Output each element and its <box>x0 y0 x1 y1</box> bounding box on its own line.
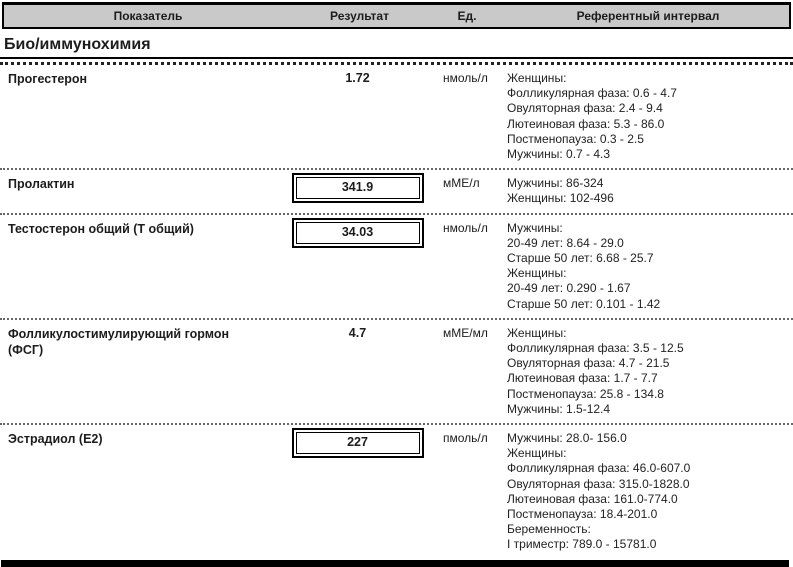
reference-line: Лютеиновая фаза: 5.3 - 86.0 <box>507 116 665 131</box>
unit-label: пмоль/л <box>443 431 488 446</box>
unit-label: мМЕ/л <box>443 176 480 191</box>
result-cell <box>290 429 425 458</box>
reference-line: Лютеиновая фаза: 161.0-774.0 <box>507 491 678 506</box>
column-header-indicator: Показатель <box>113 9 183 23</box>
result-value: 1.72 <box>345 71 370 85</box>
unit-label: мМЕ/мл <box>443 325 488 340</box>
result-box <box>292 428 424 458</box>
table-body <box>0 65 793 559</box>
result-value: 4.7 <box>348 325 367 340</box>
result-cell <box>290 219 425 248</box>
reference-line: Женщины: 102-496 <box>507 191 614 206</box>
unit-label: нмоль/л <box>443 71 488 85</box>
reference-line: Мужчины: 0.7 - 4.3 <box>507 147 611 162</box>
result-box <box>292 324 424 341</box>
reference-interval <box>505 69 793 162</box>
reference-line: Постменопауза: 0.3 - 2.5 <box>507 131 644 146</box>
reference-line: 20-49 лет: 0.290 - 1.67 <box>507 281 631 296</box>
table-row <box>0 318 793 423</box>
column-header-result: Результат <box>330 9 389 23</box>
reference-line: Женщины: <box>507 325 567 340</box>
reference-line: Женщины: <box>507 266 567 281</box>
table-row <box>0 65 793 168</box>
reference-line: Лютеиновая фаза: 1.7 - 7.7 <box>507 371 658 386</box>
reference-line: Овуляторная фаза: 315.0-1828.0 <box>507 476 690 491</box>
bottom-bar <box>1 560 789 567</box>
result-cell <box>290 69 425 86</box>
reference-interval <box>505 174 793 206</box>
result-value: 341.9 <box>296 177 420 199</box>
analyte-name: Пролактин <box>8 177 75 192</box>
table-row <box>0 423 793 559</box>
reference-interval <box>505 324 793 417</box>
analyte-name: Тестостерон общий (Т общий) <box>8 221 194 236</box>
reference-line: Мужчины: 86-324 <box>507 176 604 191</box>
table-row <box>0 213 793 318</box>
reference-line: Женщины: <box>507 71 567 85</box>
result-value: 34.03 <box>296 222 420 244</box>
table-row <box>0 168 793 212</box>
result-box <box>292 69 424 86</box>
analyte-name: Прогестерон <box>8 72 88 86</box>
reference-line: Мужчины: 28.0- 156.0 <box>507 431 627 446</box>
column-header-unit: Ед. <box>457 9 477 23</box>
reference-line: Беременность: <box>507 522 591 537</box>
result-box <box>292 173 424 203</box>
table-header <box>2 2 791 29</box>
reference-line: Овуляторная фаза: 4.7 - 21.5 <box>507 356 670 371</box>
reference-line: Фолликулярная фаза: 46.0-607.0 <box>507 461 691 476</box>
column-header-reference: Референтный интервал <box>576 9 720 23</box>
result-box <box>292 218 424 248</box>
analyte-name: Эстрадиол (Е2) <box>8 432 103 447</box>
unit-label: нмоль/л <box>443 220 488 235</box>
reference-line: Старше 50 лет: 0.101 - 1.42 <box>507 296 661 311</box>
reference-interval <box>505 219 793 312</box>
reference-line: Мужчины: 1.5-12.4 <box>507 401 611 416</box>
reference-line: Постменопауза: 18.4-201.0 <box>507 507 658 522</box>
reference-line: 20-49 лет: 8.64 - 29.0 <box>507 235 624 250</box>
reference-line: Постменопауза: 25.8 - 134.8 <box>507 386 664 401</box>
reference-line: Женщины: <box>507 446 567 461</box>
result-cell <box>290 324 425 341</box>
reference-line: Старше 50 лет: 6.68 - 25.7 <box>507 251 654 266</box>
result-value: 227 <box>296 432 420 454</box>
result-cell <box>290 174 425 203</box>
reference-line: I триместр: 789.0 - 15781.0 <box>507 537 657 552</box>
reference-line: Фолликулярная фаза: 3.5 - 12.5 <box>507 341 684 356</box>
reference-line: Овуляторная фаза: 2.4 - 9.4 <box>507 101 663 116</box>
reference-line: Мужчины: <box>507 220 563 235</box>
analyte-name: Фолликулостимулирующий гормон (ФСГ) <box>8 326 230 357</box>
reference-interval <box>505 429 793 553</box>
reference-line: Фолликулярная фаза: 0.6 - 4.7 <box>507 86 677 101</box>
section-title: Био/иммунохимия <box>0 29 793 59</box>
